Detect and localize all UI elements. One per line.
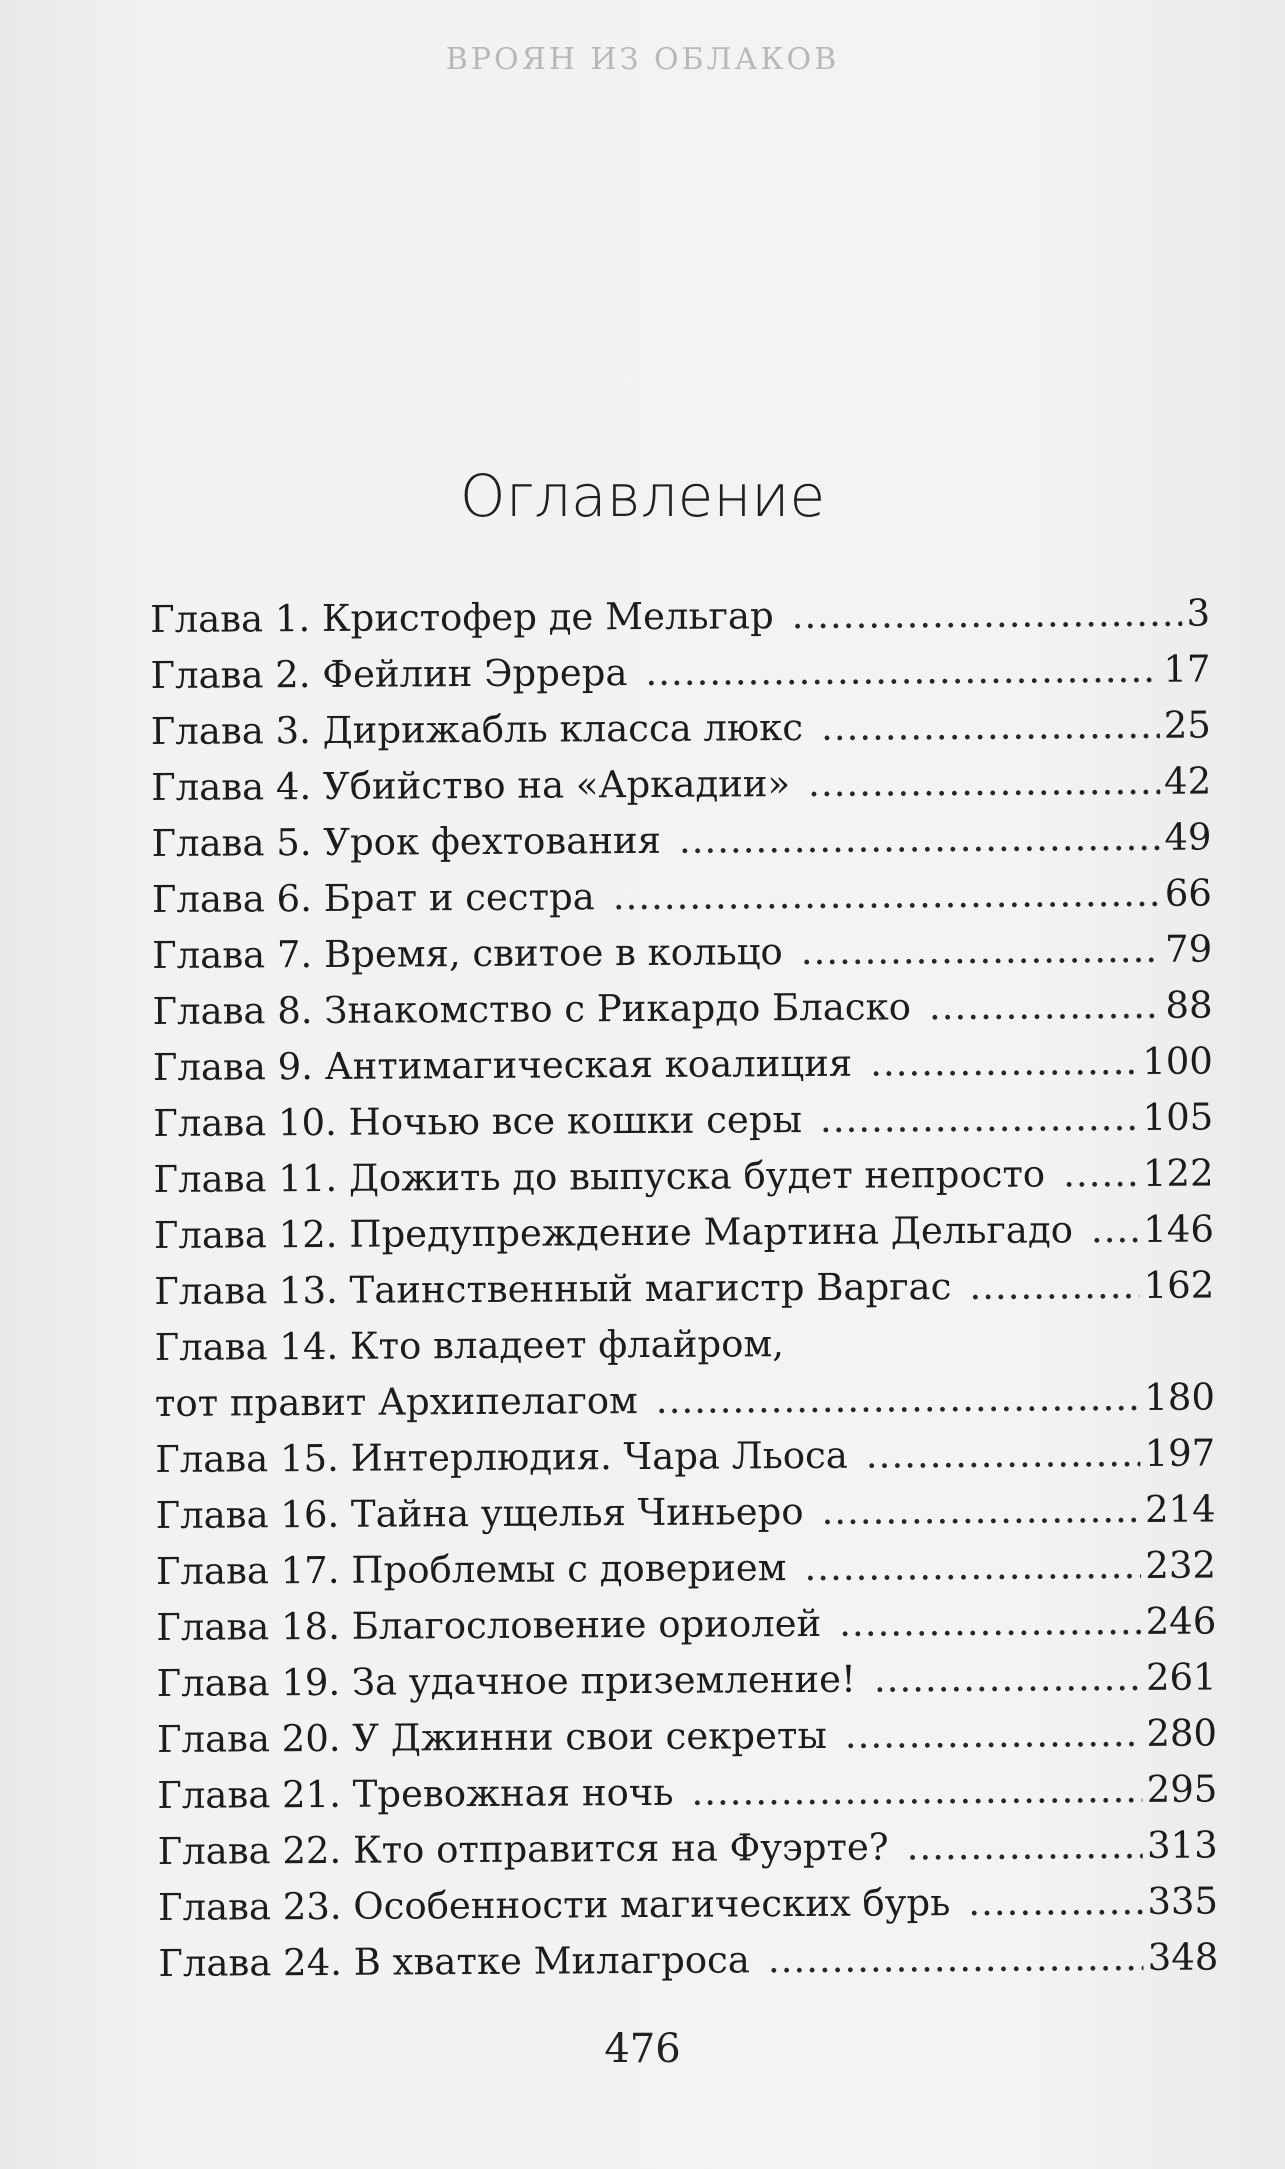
chapter-title: Глава 24. В хватке Милагроса — [158, 1938, 751, 1985]
toc-entry — [154, 1314, 1214, 1376]
dot-leader — [821, 1482, 1141, 1540]
dot-leader — [820, 1090, 1139, 1148]
dot-leader — [801, 922, 1162, 980]
chapter-page: 100 — [1142, 1039, 1214, 1083]
chapter-page: 335 — [1147, 1879, 1219, 1923]
dot-leader — [874, 1650, 1142, 1708]
chapter-page: 122 — [1142, 1151, 1214, 1195]
dot-leader — [839, 1594, 1142, 1652]
chapter-title: Глава 18. Благословение ориолей — [156, 1601, 822, 1649]
toc-entry — [151, 754, 1211, 816]
chapter-page: 280 — [1146, 1711, 1218, 1755]
dot-leader — [1091, 1202, 1140, 1258]
chapter-title-continued: тот правит Архипелагом — [154, 1379, 638, 1425]
toc-entry — [154, 1258, 1214, 1320]
toc-entry — [158, 1874, 1218, 1936]
chapter-title: Глава 20. У Джинни свои секреты — [156, 1713, 827, 1761]
chapter-page: 42 — [1163, 759, 1212, 803]
chapter-title: Глава 3. Дирижабль класса люкс — [150, 706, 804, 753]
toc-entry — [156, 1650, 1216, 1712]
chapter-title: Глава 17. Проблемы с доверием — [155, 1546, 787, 1593]
toc-entry — [158, 1818, 1218, 1880]
chapter-page: 105 — [1142, 1095, 1214, 1139]
toc-entry — [151, 698, 1211, 760]
dot-leader — [969, 1258, 1140, 1315]
toc-entry — [153, 1146, 1213, 1208]
chapter-title: Глава 23. Особенности магических бурь — [157, 1881, 951, 1929]
chapter-title: Глава 13. Таинственный магистр Варгас — [154, 1265, 952, 1313]
chapter-title: Глава 11. Дожить до выпуска будет непросто — [153, 1152, 1046, 1201]
page-number: 476 — [604, 2026, 681, 2072]
chapter-page: 180 — [1144, 1375, 1216, 1419]
dot-leader — [613, 866, 1161, 925]
dot-leader — [679, 810, 1161, 869]
dot-leader — [866, 1426, 1141, 1484]
chapter-page: 17 — [1163, 647, 1211, 691]
dot-leader — [768, 1930, 1144, 1988]
chapter-title: Глава 22. Кто отправится на Фуэрте? — [157, 1825, 889, 1873]
dot-leader — [645, 642, 1159, 701]
toc-entry — [150, 586, 1210, 648]
dot-leader — [821, 698, 1160, 756]
toc-entry — [152, 978, 1212, 1040]
chapter-title: Глава 10. Ночью все кошки серы — [153, 1098, 803, 1145]
chapter-page: 295 — [1146, 1767, 1218, 1811]
chapter-page: 348 — [1147, 1935, 1219, 1979]
toc-entry — [154, 1202, 1214, 1264]
dot-leader — [792, 586, 1183, 644]
toc-entry — [155, 1482, 1215, 1544]
chapter-title: Глава 1. Кристофер де Мельгар — [150, 594, 774, 641]
dot-leader — [968, 1874, 1143, 1931]
chapter-title: Глава 21. Тревожная ночь — [157, 1770, 674, 1817]
dot-leader — [691, 1762, 1143, 1821]
toc-entry — [156, 1538, 1216, 1600]
dot-leader — [870, 1034, 1138, 1092]
chapter-title: Глава 5. Урок фехтования — [151, 818, 662, 865]
toc-entry — [153, 1090, 1213, 1152]
chapter-title: Глава 19. За удачное приземление! — [156, 1657, 857, 1705]
toc-entry — [156, 1594, 1216, 1656]
toc-entry — [153, 1034, 1213, 1096]
chapter-title: Глава 2. Фейлин Эррера — [150, 651, 628, 697]
chapter-page: 25 — [1163, 703, 1211, 747]
dot-leader — [845, 1706, 1143, 1764]
chapter-page: 146 — [1143, 1207, 1215, 1251]
chapter-page: 313 — [1146, 1823, 1218, 1867]
chapter-page: 261 — [1145, 1655, 1217, 1699]
dot-leader — [804, 1538, 1141, 1596]
toc-entry-continued — [155, 1370, 1215, 1432]
chapter-page: 162 — [1143, 1263, 1215, 1307]
toc-entry — [157, 1706, 1217, 1768]
dot-leader — [929, 978, 1162, 1035]
toc-entry — [150, 642, 1210, 704]
toc-title: Оглавление — [459, 462, 826, 530]
toc-entry — [152, 922, 1212, 984]
chapter-title: Глава 12. Предупреждение Мартина Дельгадо — [153, 1208, 1074, 1257]
chapter-page: 232 — [1145, 1543, 1217, 1587]
dot-leader — [1063, 1146, 1139, 1202]
toc-entry — [152, 866, 1212, 928]
chapter-title: Глава 4. Убийство на «Аркадии» — [151, 762, 791, 809]
chapter-title: Глава 8. Знакомство с Рикардо Бласко — [152, 985, 912, 1033]
toc-entry — [157, 1762, 1217, 1824]
chapter-page: 66 — [1164, 871, 1212, 915]
chapter-page: 197 — [1144, 1431, 1216, 1475]
chapter-page: 88 — [1165, 983, 1213, 1027]
chapter-page: 214 — [1144, 1487, 1216, 1531]
chapter-page: 3 — [1186, 591, 1211, 635]
dot-leader — [656, 1370, 1141, 1429]
running-head: ВРОЯН ИЗ ОБЛАКОВ — [445, 42, 840, 77]
dot-leader — [808, 754, 1160, 812]
chapter-page: 79 — [1164, 927, 1213, 971]
toc-entry — [158, 1929, 1218, 1991]
toc-entry — [155, 1426, 1215, 1488]
table-of-contents — [150, 586, 1219, 1992]
chapter-page: 246 — [1145, 1599, 1217, 1643]
chapter-title: Глава 7. Время, свитое в кольцо — [152, 930, 783, 977]
chapter-page: 49 — [1164, 815, 1212, 859]
chapter-title: Глава 14. Кто владеет флайром, — [154, 1322, 785, 1369]
chapter-title: Глава 15. Интерлюдия. Чара Льоса — [155, 1433, 848, 1481]
toc-entry — [151, 810, 1211, 872]
chapter-title: Глава 9. Антимагическая коалиция — [152, 1041, 853, 1089]
dot-leader — [906, 1818, 1143, 1875]
chapter-title: Глава 16. Тайна ущелья Чиньеро — [155, 1490, 804, 1537]
chapter-title: Глава 6. Брат и сестра — [151, 875, 595, 921]
